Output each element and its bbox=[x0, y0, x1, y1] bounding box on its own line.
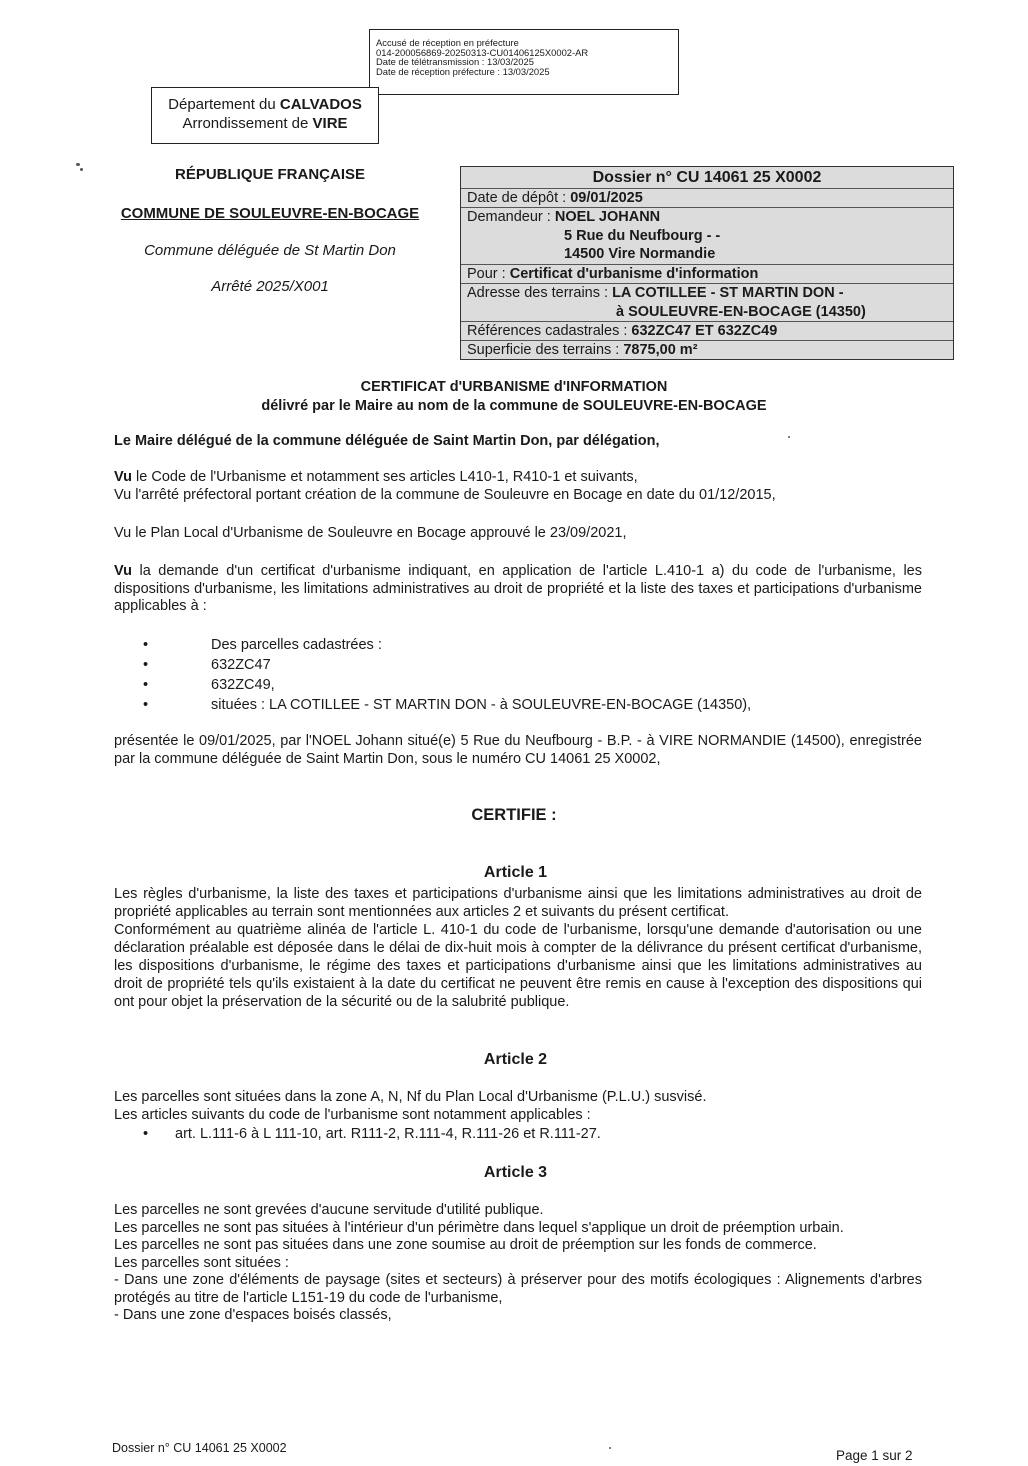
article-2-bullet: • art. L.111-6 à L 111-10, art. R111-2, R.111-4, R.111-26 et R.111-27. bbox=[143, 1126, 601, 1142]
arrondissement-line: Arrondissement de VIRE bbox=[182, 115, 348, 132]
vu-arrete-prefectoral: Vu l'arrêté préfectoral portant création de la commune de Souleuvre en Bocage en date du 01/12/2015, bbox=[114, 486, 776, 503]
footer-page-number: Page 1 sur 2 bbox=[836, 1448, 913, 1463]
list-item: • 632ZC47 bbox=[143, 657, 271, 673]
scan-speck bbox=[80, 168, 83, 171]
article-1-heading: Article 1 bbox=[483, 864, 548, 881]
article-2-heading: Article 2 bbox=[483, 1051, 548, 1068]
list-item: • 632ZC49, bbox=[143, 677, 275, 693]
list-item: • situées : LA COTILLEE - ST MARTIN DON - à SOULEUVRE-EN-BOCAGE (14350), bbox=[143, 697, 752, 713]
departement-line: Département du CALVADOS bbox=[168, 96, 362, 113]
vu-code-urbanisme: Vu le Code de l'Urbanisme et notamment ses articles L410-1, R410-1 et suivants, Vu l'arrêté préfectoral portant création de la commune de Souleuvre en Bocage en date du 01/12/2015, bbox=[114, 469, 922, 504]
footer-dossier-number: Dossier n° CU 14061 25 X0002 bbox=[112, 1441, 287, 1455]
scan-speck bbox=[76, 163, 80, 166]
references-cadastrales-row: Références cadastrales : 632ZC47 ET 632ZC49 bbox=[461, 322, 953, 341]
presentee-paragraph: présentée le 09/01/2025, par l'NOEL Johann situé(e) 5 Rue du Neufbourg - B.P. - à VIRE NORMANDIE (14500), enregistrée par la commune déléguée de Saint Martin Don, sous le numéro CU 14061 25 X0002, bbox=[114, 733, 922, 767]
article-3-heading: Article 3 bbox=[483, 1164, 548, 1181]
stamp-line: Date de télétransmission : 13/03/2025 bbox=[376, 56, 534, 68]
certificate-title: CERTIFICAT d'URBANISME d'INFORMATION délivré par le Maire au nom de la commune de SOULEUVRE-EN-BOCAGE bbox=[261, 379, 767, 414]
republique-heading: RÉPUBLIQUE FRANÇAISE bbox=[174, 166, 365, 183]
parcelles-list bbox=[143, 635, 751, 715]
vu-plu: Vu le Plan Local d'Urbanisme de Souleuvre en Bocage approuvé le 23/09/2021, bbox=[114, 525, 627, 541]
scan-speck bbox=[788, 436, 790, 438]
stamp-line: Accusé de réception en préfecture bbox=[376, 37, 519, 48]
scan-speck bbox=[609, 1447, 611, 1449]
vu-demande: Vu la demande d'un certificat d'urbanisme indiquant, en application de l'article L.410-1 a) du code de l'urbanisme, les dispositions d'urbanisme, les limitations administratives au droit de propriété et la liste des taxes et participations d'urbanisme applicables à : bbox=[114, 563, 922, 614]
stamp-line: Date de réception préfecture : 13/03/2025 bbox=[376, 65, 550, 77]
article-1-body: Les règles d'urbanisme, la liste des taxes et participations d'urbanisme ainsi que les limitations administratives au droit de propriété applicables au terrain sont mentionnées aux articles 2 et suivants du présent certificat. Conformément au quatrième alinéa de l'article L. 410-1 du code de l'urbanisme, lorsqu'une demande d'autorisation ou une déclaration préalable est déposée dans le délai de dix-huit mois à compter de la délivrance du présent certificat d'urbanisme, les dispositions d'urbanisme, le régime des taxes et participations d'urbanisme ainsi que les limitations administratives au droit de propriété tels qu'ils existaient à la date du certificat ne peuvent être remis en cause à l'exception des dispositions qui ont pour objet la préservation de la sécurité ou de la salubrité publique. bbox=[114, 886, 922, 1010]
date-depot-row: Date de dépôt : 09/01/2025 bbox=[461, 189, 953, 208]
commune-heading: COMMUNE DE SOULEUVRE-EN-BOCAGE bbox=[120, 205, 420, 222]
reception-stamp bbox=[369, 29, 679, 95]
demandeur-row: Demandeur : NOEL JOHANN 5 Rue du Neufbourg - - 14500 Vire Normandie bbox=[461, 208, 953, 265]
pour-row: Pour : Certificat d'urbanisme d'information bbox=[461, 265, 953, 284]
maire-statement: Le Maire délégué de la commune déléguée de Saint Martin Don, par délégation, bbox=[114, 433, 660, 449]
superficie-row: Superficie des terrains : 7875,00 m² bbox=[467, 342, 698, 358]
list-item: • Des parcelles cadastrées : bbox=[143, 637, 382, 653]
dossier-box bbox=[460, 166, 954, 360]
commune-deleguee: Commune déléguée de St Martin Don bbox=[144, 242, 396, 259]
article-2-body: Les parcelles sont situées dans la zone A, N, Nf du Plan Local d'Urbanisme (P.L.U.) susvisé. Les articles suivants du code de l'urbanisme sont notamment applicables : bbox=[114, 1089, 707, 1123]
certifie-heading: CERTIFIE : bbox=[471, 806, 557, 824]
stamp-reference: 014-200056869-20250313-CU01406125X0002-AR bbox=[376, 46, 589, 58]
article-3-body: Les parcelles ne sont grevées d'aucune servitude d'utilité publique. Les parcelles ne sont pas situées à l'intérieur d'un périmètre dans lequel s'applique un droit de préemption urbain. Les parcelles ne sont pas situées dans une zone soumise au droit de préemption sur les fonds de commerce. Les parcelles sont situées : - Dans une zone d'éléments de paysage (sites et secteurs) à préserver pour des motifs écologiques : Alignements d'arbres protégés au titre de l'article L151-19 du code de l'urbanisme, - Dans une zone d'espaces boisés classés, bbox=[114, 1202, 922, 1323]
departement-box bbox=[151, 87, 379, 144]
arrete-number: Arrêté 2025/X001 bbox=[211, 278, 329, 295]
adresse-terrains-row: Adresse des terrains : LA COTILLEE - ST MARTIN DON - à SOULEUVRE-EN-BOCAGE (14350) bbox=[461, 284, 953, 322]
dossier-title: Dossier n° CU 14061 25 X0002 bbox=[461, 167, 953, 189]
